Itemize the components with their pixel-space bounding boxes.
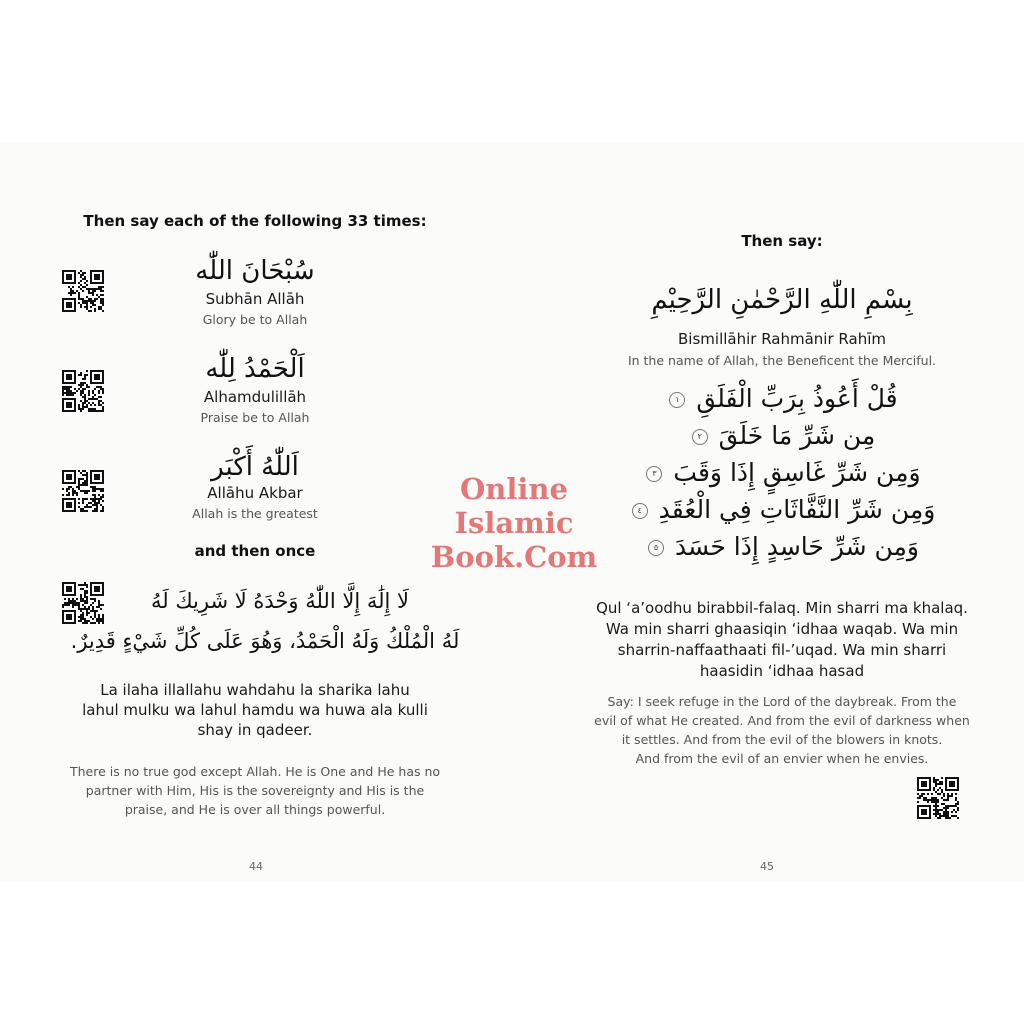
falaq-transliteration: [552, 598, 1012, 682]
verse-row: [592, 454, 972, 491]
translation-line: it settles. And from the evil of the blowers in knots.: [621, 732, 943, 747]
falaq-translation: [552, 692, 1012, 768]
dhikr-arabic: اَلْحَمْدُ لِلّٰه: [205, 354, 305, 384]
verse-row: [592, 491, 972, 528]
verse-row: [592, 380, 972, 417]
basmala-translation: In the name of Allah, the Beneficent the Merciful.: [627, 353, 937, 368]
left-heading: Then say each of the following 33 times:: [83, 212, 427, 230]
watermark-line1: Online Islamic: [454, 472, 574, 540]
page-number: 44: [249, 860, 263, 873]
verse-arabic: وَمِن شَرِّ غَاسِقٍ إِذَا وَقَبَ: [673, 458, 921, 487]
surah-falaq: [592, 380, 972, 565]
ayah-number-icon: ٤: [632, 503, 648, 519]
qr-code-icon[interactable]: [917, 777, 959, 819]
tahlil-transliteration-line3: shay in qadeer.: [197, 721, 313, 739]
verse-row: [592, 528, 972, 565]
verse-arabic: وَمِن شَرِّ النَّفَّاثَاتِ فِي الْعُقَدِ: [658, 495, 936, 524]
ayah-number-icon: ٢: [692, 429, 708, 445]
dhikr-translation: Glory be to Allah: [202, 312, 308, 327]
ayah-number-icon: ٥: [648, 540, 664, 556]
dhikr-arabic: سُبْحَانَ اللّٰه: [195, 256, 315, 286]
transliteration-line: sharrin-naffaathaati fil-’uqad. Wa min sharri: [617, 641, 947, 659]
tahlil-translation-line1: There is no true god except Allah. He is One and He has no: [69, 764, 441, 779]
tahlil-arabic-line2: لَهُ الْمُلْكُ وَلَهُ الْحَمْدُ، وَهُوَ عَلَى كُلِّ شَيْءٍ قَدِيرٌ.: [70, 629, 460, 653]
dhikr-transliteration: Alhamdulillāh: [203, 388, 307, 406]
translation-line: Say: I seek refuge in the Lord of the daybreak. From the: [607, 694, 957, 709]
watermark: [406, 472, 622, 574]
transliteration-line: haasidin ‘idhaa hasad: [699, 662, 865, 680]
dhikr-transliteration: Subhān Allāh: [205, 290, 305, 308]
page-number: 45: [760, 860, 774, 873]
qr-code-icon[interactable]: [62, 370, 104, 412]
transliteration-line: Qul ‘a’oodhu birabbil-falaq. Min sharri ma khalaq.: [596, 599, 968, 617]
qr-code-icon[interactable]: [62, 470, 104, 512]
verse-arabic: قُلْ أَعُوذُ بِرَبِّ الْفَلَقِ: [696, 384, 898, 413]
tahlil-translation-line2: partner with Him, His is the sovereignty and His is the: [85, 783, 425, 798]
tahlil-transliteration-line1: La ilaha illallahu wahdahu la sharika lahu: [100, 681, 410, 699]
watermark-line2: Book.Com: [430, 540, 598, 574]
dhikr-translation: Praise be to Allah: [200, 410, 310, 425]
tahlil-transliteration-line2: lahul mulku wa lahul hamdu wa huwa ala kulli: [82, 701, 428, 719]
dhikr-arabic: اَللّٰهُ أَكْبَر: [211, 452, 299, 482]
dhikr-transliteration: Allāhu Akbar: [207, 484, 303, 502]
verse-arabic: مِن شَرِّ مَا خَلَقَ: [718, 421, 876, 450]
verse-row: [592, 417, 972, 454]
dhikr-translation: Allah is the greatest: [192, 506, 318, 521]
left-subheading: and then once: [194, 542, 316, 560]
tahlil-arabic-line1: لَا إِلَٰهَ إِلَّا اللّٰهُ وَحْدَهُ لَا شَرِيكَ لَهُ: [151, 589, 409, 613]
transliteration-line: Wa min sharri ghaasiqin ‘idhaa waqab. Wa min: [605, 620, 959, 638]
tahlil-translation-line3: praise, and He is over all things powerful.: [124, 802, 386, 817]
translation-line: evil of what He created. And from the evil of darkness when: [594, 713, 970, 728]
qr-code-icon[interactable]: [62, 582, 104, 624]
ayah-number-icon: ١: [669, 392, 685, 408]
right-heading: Then say:: [741, 232, 823, 250]
qr-code-icon[interactable]: [62, 270, 104, 312]
translation-line: And from the evil of an envier when he envies.: [635, 751, 929, 766]
basmala-transliteration: Bismillāhir Rahmānir Rahīm: [678, 330, 886, 348]
verse-arabic: وَمِن شَرِّ حَاسِدٍ إِذَا حَسَدَ: [674, 532, 920, 561]
basmala-arabic: بِسْمِ اللّٰهِ الرَّحْمٰنِ الرَّحِيْمِ: [651, 285, 913, 315]
ayah-number-icon: ٣: [646, 466, 662, 482]
